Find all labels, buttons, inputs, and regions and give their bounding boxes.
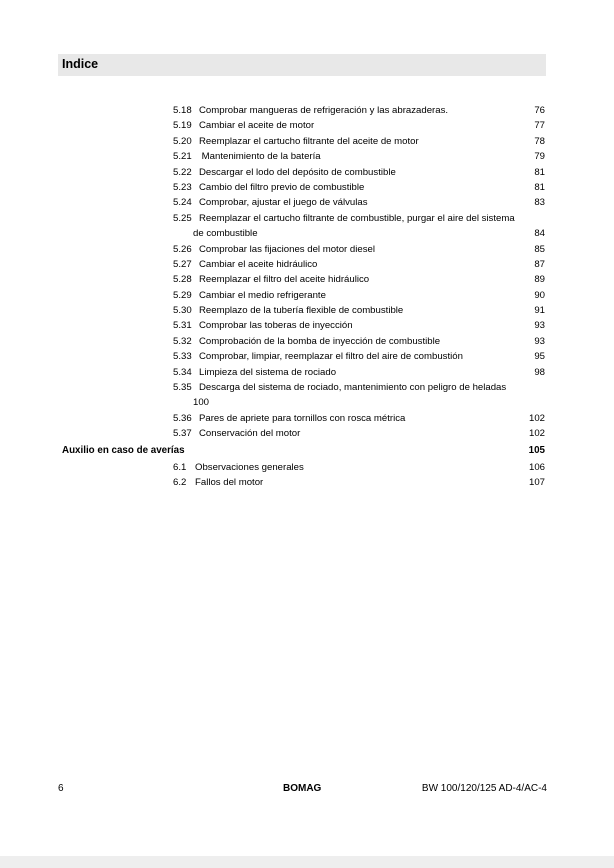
toc-entry [0, 460, 614, 475]
toc-entry [0, 134, 614, 149]
toc-entry-number: 5.32 [173, 335, 192, 347]
toc-entry-title: Comprobar las toberas de inyección [199, 320, 353, 332]
toc-entry-page: 106 [528, 461, 545, 473]
toc-entry-title: Cambio del filtro previo de combustible [199, 181, 365, 193]
toc-entry-number: 6.1 [173, 461, 187, 473]
toc-entry-page: 83 [534, 197, 545, 209]
toc-entry-title: Observaciones generales [195, 461, 304, 473]
toc-entry-number: 5.25 [173, 212, 192, 224]
toc-entry-number: 5.18 [173, 105, 192, 116]
toc-entry-page: 81 [534, 181, 545, 193]
toc-entry-page: 102 [528, 412, 545, 424]
toc-entry-title: Mantenimiento de la batería [199, 151, 321, 163]
toc-entry-title: Pares de apriete para tornillos con rosca métrica [199, 412, 406, 424]
toc-entry [0, 349, 614, 364]
toc-entry-number: 6.2 [173, 477, 187, 489]
toc-entry-title: Descargar el lodo del depósito de combustible [199, 166, 396, 178]
toc-entry-title: Comprobar las fijaciones del motor diesel [199, 243, 375, 255]
toc-entry-page: 87 [534, 258, 545, 270]
toc-entry-number: 5.22 [173, 166, 192, 178]
toc-entry-number: 5.35 [173, 382, 192, 394]
toc-entry-page: 90 [534, 289, 545, 301]
toc-entry-title: Conservación del motor [199, 428, 301, 440]
toc-entry [0, 257, 614, 272]
toc-entry-title: Limpieza del sistema de rociado [199, 366, 337, 378]
toc-entry-title: Reemplazar el filtro del aceite hidráulico [199, 274, 370, 286]
toc-entry-title: Cambiar el aceite de motor [199, 120, 315, 132]
toc-entry-number: 5.30 [173, 305, 192, 317]
toc-entry [0, 118, 614, 133]
toc-entry [0, 195, 614, 210]
toc-entry-page: 98 [534, 366, 545, 378]
toc-entry-page: 93 [534, 335, 545, 347]
toc-entry-page: 78 [534, 135, 545, 147]
toc-entry-page: 79 [534, 151, 545, 163]
toc-chapter [0, 442, 614, 460]
toc-entry-page: 107 [528, 477, 545, 489]
toc-entry-title: Cambiar el medio refrigerante [199, 289, 326, 301]
toc-entry-title: Comprobar, limpiar, reemplazar el filtro del aire de combustión [199, 351, 463, 363]
toc-entry [0, 149, 614, 164]
toc-entry-title: Comprobar, ajustar el juego de válvulas [199, 197, 368, 209]
toc-entry [0, 272, 614, 287]
toc-entry-page: 95 [534, 351, 545, 363]
toc-entry-number: 5.36 [173, 412, 192, 424]
toc-entry [0, 211, 614, 242]
toc-entry [0, 426, 614, 441]
toc-entry-number: 5.31 [173, 320, 192, 332]
footer-model: BW 100/120/125 AD-4/AC-4 [421, 783, 547, 794]
toc-entry-page: 85 [534, 243, 545, 255]
toc-entry-number: 5.21 [173, 151, 192, 163]
table-of-contents [0, 103, 614, 490]
toc-entry-number: 5.20 [173, 135, 192, 147]
toc-entry-page: 77 [534, 120, 545, 132]
toc-entry-title: Reemplazar el cartucho filtrante de combustible, purgar el aire del sistema [199, 212, 515, 224]
toc-entry-title: Comprobar mangueras de refrigeración y las abrazaderas. [199, 105, 449, 116]
toc-chapter-title: Auxilio en caso de averías [62, 444, 185, 456]
toc-entry-title: Reemplazar el cartucho filtrante del aceite de motor [199, 135, 419, 147]
toc-entry [0, 365, 614, 380]
toc-entry [0, 475, 614, 490]
toc-entry-page: 91 [534, 305, 545, 317]
toc-entry-number: 5.23 [173, 181, 192, 193]
bottom-strip [0, 856, 614, 868]
toc-entry [0, 288, 614, 303]
section-header [58, 54, 546, 76]
toc-entry [0, 303, 614, 318]
toc-entry-number: 5.27 [173, 258, 192, 270]
toc-entry [0, 318, 614, 333]
toc-entry-page: 102 [528, 428, 545, 440]
toc-entry-page: 100 [193, 397, 210, 409]
toc-entry-title-continued: de combustible [193, 228, 258, 240]
section-title: Indice [62, 57, 99, 71]
toc-entry-page: 89 [534, 274, 545, 286]
toc-entry [0, 380, 614, 411]
toc-entry [0, 334, 614, 349]
toc-entry-number: 5.24 [173, 197, 192, 209]
toc-entry-page: 76 [534, 105, 545, 116]
toc-entry-page: 93 [534, 320, 545, 332]
toc-entry-title: Fallos del motor [195, 477, 264, 489]
toc-entry-title: Cambiar el aceite hidráulico [199, 258, 318, 270]
toc-entry [0, 411, 614, 426]
toc-entry-number: 5.33 [173, 351, 192, 363]
toc-entry-number: 5.26 [173, 243, 192, 255]
footer-page-number: 6 [58, 783, 64, 794]
page-footer [0, 783, 614, 799]
toc-entry-title: Comprobación de la bomba de inyección de combustible [199, 335, 441, 347]
toc-entry-number: 5.19 [173, 120, 192, 132]
toc-entry-number: 5.37 [173, 428, 192, 440]
toc-entry [0, 180, 614, 195]
toc-entry-number: 5.28 [173, 274, 192, 286]
toc-entry-page: 81 [534, 166, 545, 178]
toc-entry-title: Descarga del sistema de rociado, mantenimiento con peligro de heladas [199, 382, 507, 394]
toc-entry [0, 242, 614, 257]
toc-entry-number: 5.34 [173, 366, 192, 378]
toc-chapter-page: 105 [528, 444, 545, 456]
toc-entry [0, 103, 614, 118]
toc-entry-page: 84 [534, 228, 545, 240]
footer-brand: BOMAG [283, 783, 322, 794]
toc-entry-number: 5.29 [173, 289, 192, 301]
toc-entry-title: Reemplazo de la tubería flexible de combustible [199, 305, 404, 317]
toc-entry [0, 165, 614, 180]
